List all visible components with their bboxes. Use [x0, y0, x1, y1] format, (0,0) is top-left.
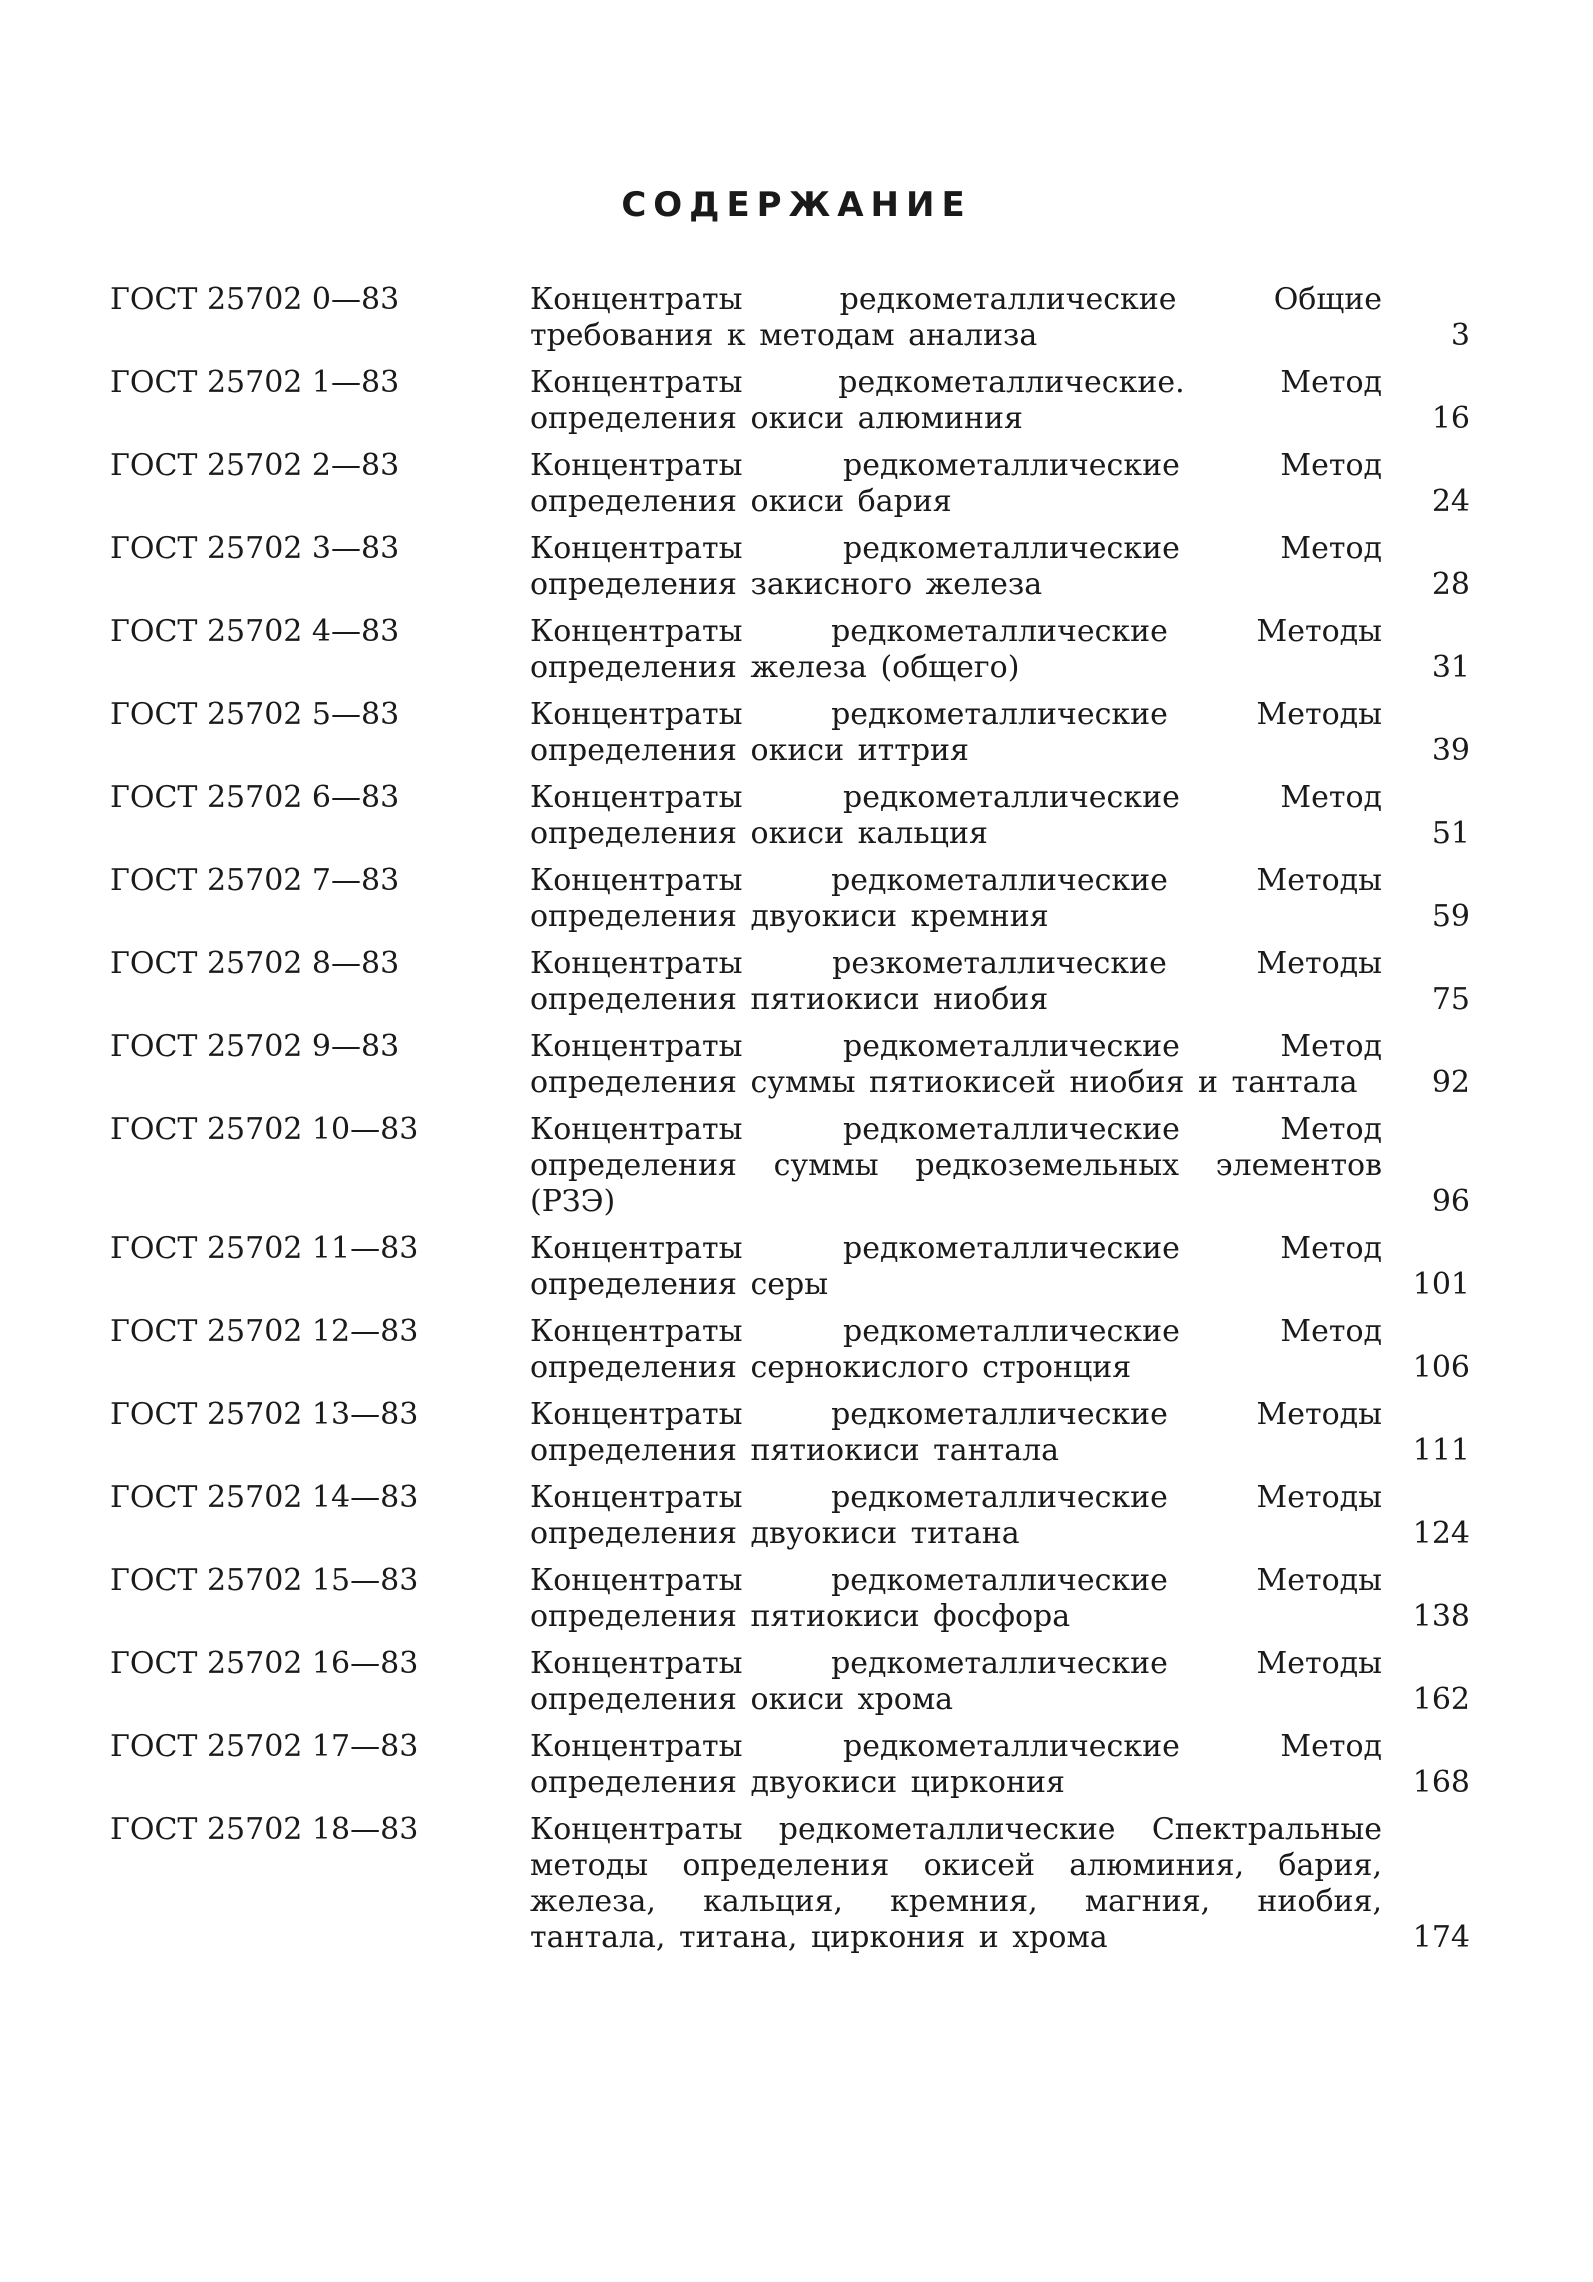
- toc-entry: [110, 1729, 1470, 1801]
- toc-entry: [110, 531, 1470, 603]
- entry-title: Концентраты редкометаллические Метод определения суммы редкоземельных элементов (РЗЭ): [530, 1112, 1382, 1219]
- standard-code: ГОСТ 25702 6—83: [110, 780, 400, 815]
- toc-entry: [110, 365, 1470, 437]
- page-number: 51: [1431, 816, 1470, 851]
- page-number: 39: [1431, 733, 1470, 768]
- standard-code: ГОСТ 25702 5—83: [110, 697, 400, 732]
- entry-title: Концентраты редкометаллические Метод определения сернокислого стронция: [530, 1314, 1382, 1385]
- entry-title: Концентраты редкометаллические Методы определения двуокиси кремния: [530, 863, 1382, 934]
- page-number: 162: [1412, 1682, 1470, 1717]
- page-number: 111: [1412, 1433, 1470, 1468]
- entry-title: Концентраты редкометаллические Метод определения серы: [530, 1231, 1382, 1302]
- toc-entry: [110, 946, 1470, 1018]
- page-number: 106: [1412, 1350, 1470, 1385]
- toc-entry: [110, 863, 1470, 935]
- table-of-contents: [110, 282, 1470, 1967]
- toc-entry: [110, 780, 1470, 852]
- toc-entry: [110, 1646, 1470, 1718]
- entry-title: Концентраты редкометаллические Общие требования к методам анализа: [530, 282, 1382, 353]
- entry-title: Концентраты редкометаллические Методы определения окиси хрома: [530, 1646, 1382, 1717]
- page-number: 174: [1412, 1920, 1470, 1955]
- standard-code: ГОСТ 25702 3—83: [110, 531, 400, 566]
- entry-title: Концентраты резкометаллические Методы определения пятиокиси ниобия: [530, 946, 1382, 1017]
- toc-entry: [110, 1314, 1470, 1386]
- toc-entry: [110, 1812, 1470, 1956]
- page-number: 75: [1431, 982, 1470, 1017]
- standard-code: ГОСТ 25702 12—83: [110, 1314, 419, 1349]
- entry-title: Концентраты редкометаллические Методы определения пятиокиси фосфора: [530, 1563, 1382, 1634]
- standard-code: ГОСТ 25702 4—83: [110, 614, 400, 649]
- page-number: 31: [1431, 650, 1470, 685]
- entry-title: Концентраты редкометаллические Метод определения закисного железа: [530, 531, 1382, 602]
- standard-code: ГОСТ 25702 10—83: [110, 1112, 419, 1147]
- standard-code: ГОСТ 25702 15—83: [110, 1563, 419, 1598]
- toc-entry: [110, 448, 1470, 520]
- page-number: 96: [1431, 1184, 1470, 1219]
- toc-entry: [110, 1029, 1470, 1101]
- entry-title: Концентраты редкометаллические Метод определения окиси кальция: [530, 780, 1382, 851]
- standard-code: ГОСТ 25702 13—83: [110, 1397, 419, 1432]
- entry-title: Концентраты редкометаллические. Метод определения окиси алюминия: [530, 365, 1382, 436]
- page-number: 92: [1431, 1065, 1470, 1100]
- toc-entry: [110, 697, 1470, 769]
- entry-title: Концентраты редкометаллические Метод определения окиси бария: [530, 448, 1382, 519]
- standard-code: ГОСТ 25702 18—83: [110, 1812, 419, 1847]
- entry-title: Концентраты редкометаллические Метод определения суммы пятиокисей ниобия и тантала: [530, 1029, 1382, 1100]
- toc-entry: [110, 1397, 1470, 1469]
- standard-code: ГОСТ 25702 2—83: [110, 448, 400, 483]
- standard-code: ГОСТ 25702 14—83: [110, 1480, 419, 1515]
- entry-title: Концентраты редкометаллические Методы определения железа (общего): [530, 614, 1382, 685]
- toc-entry: [110, 282, 1470, 354]
- page-number: 101: [1412, 1267, 1470, 1302]
- toc-entry: [110, 614, 1470, 686]
- toc-entry: [110, 1231, 1470, 1303]
- page-number: 168: [1412, 1765, 1470, 1800]
- standard-code: ГОСТ 25702 1—83: [110, 365, 400, 400]
- toc-entry: [110, 1563, 1470, 1635]
- entry-title: Концентраты редкометаллические Методы определения пятиокиси тантала: [530, 1397, 1382, 1468]
- toc-entry: [110, 1112, 1470, 1220]
- page-title: СОДЕРЖАНИЕ: [621, 185, 972, 225]
- standard-code: ГОСТ 25702 0—83: [110, 282, 400, 317]
- page-number: 138: [1412, 1599, 1470, 1634]
- page-number: 28: [1431, 567, 1470, 602]
- entry-title: Концентраты редкометаллические Спектральные методы определения окисей алюминия, бария, железа, кальция, кремния, магния, ниобия, тантала, титана, циркония и хрома: [530, 1812, 1382, 1955]
- page-number: 16: [1431, 401, 1470, 436]
- standard-code: ГОСТ 25702 17—83: [110, 1729, 419, 1764]
- page-number: 124: [1412, 1516, 1470, 1551]
- standard-code: ГОСТ 25702 9—83: [110, 1029, 400, 1064]
- entry-title: Концентраты редкометаллические Методы определения окиси иттрия: [530, 697, 1382, 768]
- standard-code: ГОСТ 25702 11—83: [110, 1231, 419, 1266]
- toc-entry: [110, 1480, 1470, 1552]
- page-number: 59: [1431, 899, 1470, 934]
- page-number: 3: [1450, 318, 1470, 353]
- standard-code: ГОСТ 25702 16—83: [110, 1646, 419, 1681]
- entry-title: Концентраты редкометаллические Методы определения двуокиси титана: [530, 1480, 1382, 1551]
- standard-code: ГОСТ 25702 8—83: [110, 946, 400, 981]
- page-number: 24: [1431, 484, 1470, 519]
- standard-code: ГОСТ 25702 7—83: [110, 863, 400, 898]
- entry-title: Концентраты редкометаллические Метод определения двуокиси циркония: [530, 1729, 1382, 1800]
